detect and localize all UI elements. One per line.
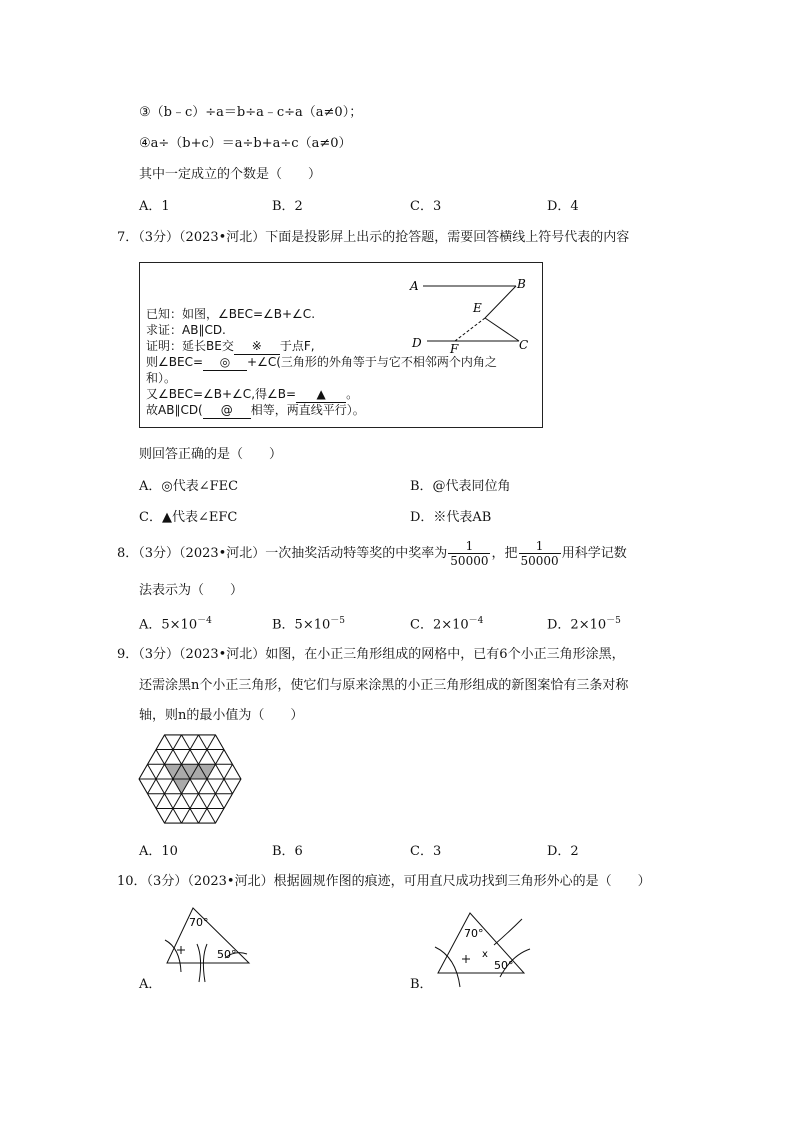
q9-option-a[interactable]: A．10 bbox=[139, 844, 178, 859]
q7-box-line2: 求证：AB∥CD. bbox=[146, 323, 226, 337]
q6-option-a[interactable]: A．1 bbox=[139, 199, 170, 214]
q9-option-d[interactable]: D．2 bbox=[547, 844, 579, 859]
q7-blank-sym-4: @ bbox=[203, 403, 251, 419]
q10-b-angle-right: 50° bbox=[494, 959, 514, 972]
q8-option-a[interactable]: A．$5\times 10^{-4}$ bbox=[139, 616, 212, 633]
q6-item4: ④a÷（b+c）＝a÷b+a÷c（a≠0） bbox=[139, 136, 352, 151]
q7-label-d: D bbox=[412, 336, 422, 350]
q9-line1: 9．（3分）（2023•河北）如图，在小正三角形组成的网格中，已有6个小正三角形涂黑， bbox=[117, 647, 625, 662]
q7-blank-sym-2: ◎ bbox=[203, 355, 247, 371]
q8-fraction-1: $\frac{1}{50000}$ bbox=[450, 539, 489, 568]
q10-b-angle-top: 70° bbox=[464, 927, 484, 940]
q7-label-f: F bbox=[450, 342, 459, 356]
q6-option-c[interactable]: C．3 bbox=[410, 199, 442, 214]
q7-label-a: A bbox=[410, 279, 419, 293]
q7-option-b[interactable]: B．@代表同位角 bbox=[410, 479, 511, 494]
q7-box-line1: 已知：如图，∠BEC=∠B+∠C. bbox=[146, 307, 316, 321]
q9-line2: 还需涂黑n个小正三角形，使它们与原来涂黑的小正三角形组成的新图案恰有三条对称 bbox=[139, 678, 629, 693]
q7-geometry-figure bbox=[140, 263, 542, 427]
q6-option-d[interactable]: D．4 bbox=[547, 199, 579, 214]
q7-box-line7: 故AB∥CD( @ 相等，两直线平行）。 bbox=[146, 403, 365, 417]
q9-option-b[interactable]: B．6 bbox=[272, 844, 303, 859]
shaded-triangle bbox=[173, 779, 190, 794]
grid-line bbox=[136, 732, 246, 828]
q10-figure-b bbox=[430, 905, 560, 995]
q10-a-angle-top: 70° bbox=[189, 916, 209, 929]
grid-line bbox=[190, 732, 246, 828]
q6-item3: ③（b﹣c）÷a＝b÷a﹣c÷a（a≠0）； bbox=[139, 105, 363, 120]
q7-label-b: B bbox=[517, 277, 526, 291]
q7-box-line3: 证明：延长BE交 ※ 于点F, bbox=[146, 339, 315, 353]
q9-option-c[interactable]: C．3 bbox=[410, 844, 442, 859]
q7-option-d[interactable]: D．※代表AB bbox=[410, 510, 492, 525]
q7-option-a[interactable]: A．◎代表∠FEC bbox=[139, 479, 239, 494]
q7-label-c: C bbox=[519, 338, 529, 352]
q9-line3: 轴，则n的最小值为（ ） bbox=[139, 708, 304, 723]
q9-triangle-grid bbox=[136, 732, 246, 828]
q8-option-b[interactable]: B．$5\times 10^{-5}$ bbox=[272, 616, 345, 633]
grid-line bbox=[190, 732, 246, 828]
q7-label-e: E bbox=[473, 301, 482, 315]
q7-option-c[interactable]: C．▲代表∠EFC bbox=[139, 510, 238, 525]
q7-projection-box bbox=[139, 262, 543, 428]
q10-option-b-label[interactable]: B． bbox=[410, 977, 433, 992]
q8-fraction-2: $\frac{1}{50000}$ bbox=[520, 539, 559, 568]
q10-stem: 10．（3分）（2023•河北）根据圆规作图的痕迹，可用直尺成功找到三角形外心的是（ ） bbox=[117, 874, 651, 889]
q10-option-a-label[interactable]: A． bbox=[139, 977, 162, 992]
q7-box-line6: 又∠BEC=∠B+∠C,得∠B= ▲ 。 bbox=[146, 387, 359, 401]
q10-a-angle-right: 50° bbox=[217, 948, 237, 961]
q7-blank-sym-3: ▲ bbox=[296, 387, 346, 403]
q7-question: 则回答正确的是（ ） bbox=[139, 447, 283, 462]
q8-option-d[interactable]: D．$2\times 10^{-5}$ bbox=[547, 616, 621, 633]
q6-stem: 其中一定成立的个数是（ ） bbox=[139, 167, 322, 182]
q6-option-b[interactable]: B．2 bbox=[272, 199, 303, 214]
q7-stem: 7．（3分）（2023•河北）下面是投影屏上出示的抢答题，需要回答横线上符号代表的内容 bbox=[117, 230, 630, 245]
q7-blank-sym-1: ※ bbox=[234, 339, 280, 355]
q8-stem-line2: 法表示为（ ） bbox=[139, 583, 244, 598]
q7-box-line5: 和）。 bbox=[146, 371, 177, 385]
q8-option-c[interactable]: C．$2\times 10^{-4}$ bbox=[410, 616, 484, 633]
q8-stem-line1: 8．（3分）（2023•河北）一次抽奖活动特等奖的中奖率为 $\frac{1}{50000}$ ，把 $\frac{1}{50000}$ 用科学记数 bbox=[117, 539, 627, 568]
svg-text:x: x bbox=[482, 949, 488, 960]
q10-figure-a bbox=[155, 900, 275, 990]
q7-box-line4: 则∠BEC= ◎ +∠C(三角形的外角等于与它不相邻两个内角之 bbox=[146, 355, 497, 369]
